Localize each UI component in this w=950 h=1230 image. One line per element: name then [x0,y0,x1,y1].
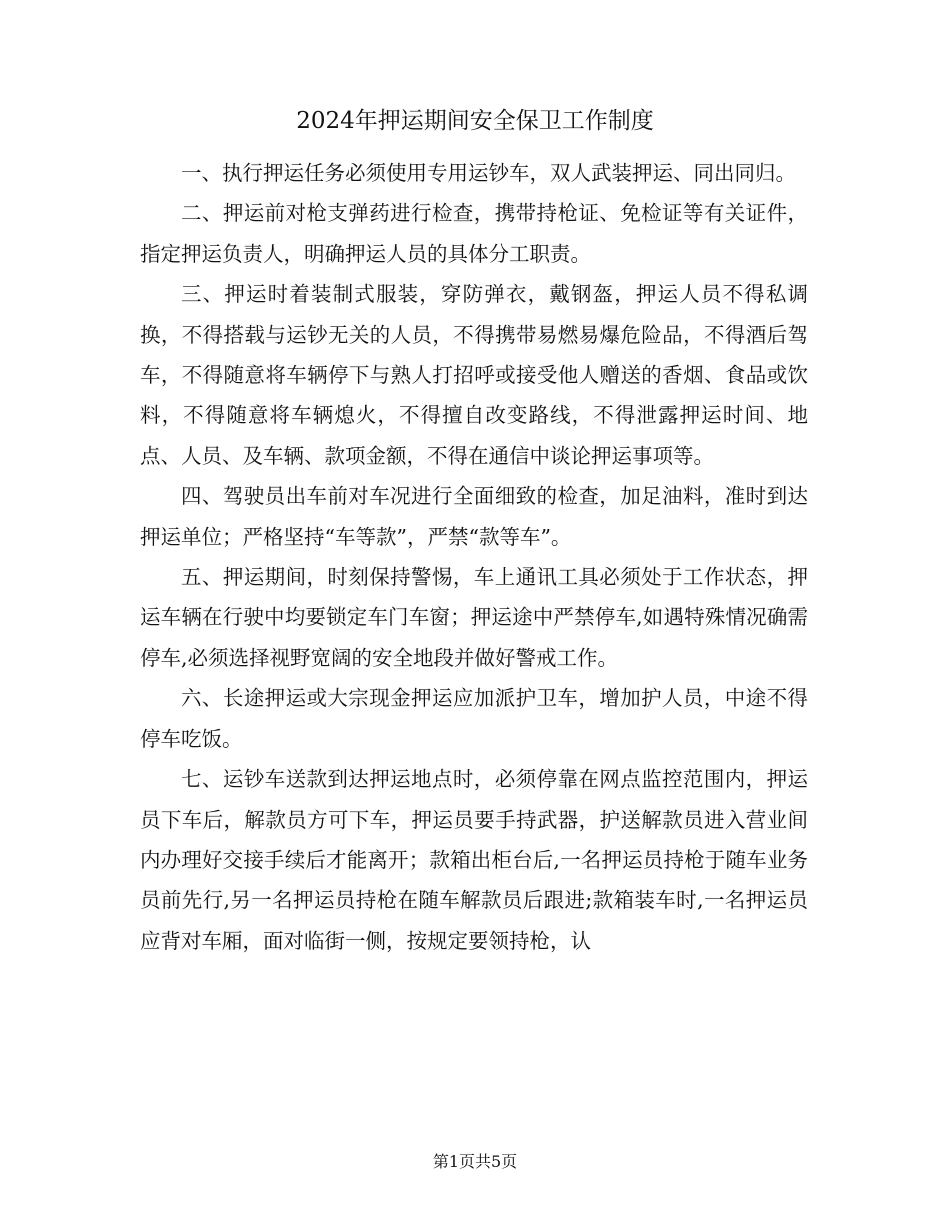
paragraph-2: 二、押运前对枪支弹药进行检查，携带持枪证、免检证等有关证件，指定押运负责人，明确押运人员的具体分工职责。 [140,201,808,266]
page-number: 第1页共5页 [432,1152,518,1171]
paragraph-5: 五、押运期间，时刻保持警惕，车上通讯工具必须处于工作状态，押运车辆在行驶中均要锁定车门车窗；押运途中严禁停车,如遇特殊情况确需停车,必须选择视野宽阔的安全地段并做好警戒工作。 [140,565,808,670]
paragraph-1: 一、执行押运任务必须使用专用运钞车，双人武装押运、同出同归。 [181,161,796,185]
paragraph-3: 三、押运时着装制式服装，穿防弹衣，戴钢盔，押运人员不得私调换，不得搭载与运钞无关的人员，不得携带易燃易爆危险品，不得酒后驾车，不得随意将车辆停下与熟人打招呼或接受他人赠送的香烟、食品或饮料，不得随意将车辆熄火，不得擅自改变路线，不得泄露押运时间、地点、人员、及车辆、款项金额，不得在通信中谈论押运事项等。 [140,282,808,468]
paragraph-6: 六、长途押运或大宗现金押运应加派护卫车，增加护人员，中途不得停车吃饭。 [140,686,808,751]
document-title: 2024年押运期间安全保卫工作制度 [296,108,654,134]
paragraph-7: 七、运钞车送款到达押运地点时，必须停靠在网点监控范围内，押运员下车后，解款员方可下车，押运员要手持武器，护送解款员进入营业间内办理好交接手续后才能离开；款箱出柜台后,一名押运员持枪于随车业务员前先行,另一名押运员持枪在随车解款员后跟进;款箱装车时,一名押运员应背对车厢，面对临街一侧，按规定要领持枪，认 [140,767,808,953]
document-body [140,153,808,961]
paragraph-4: 四、驾驶员出车前对车况进行全面细致的检查，加足油料，准时到达押运单位；严格坚持“车等款”，严禁“款等车”。 [140,484,808,549]
